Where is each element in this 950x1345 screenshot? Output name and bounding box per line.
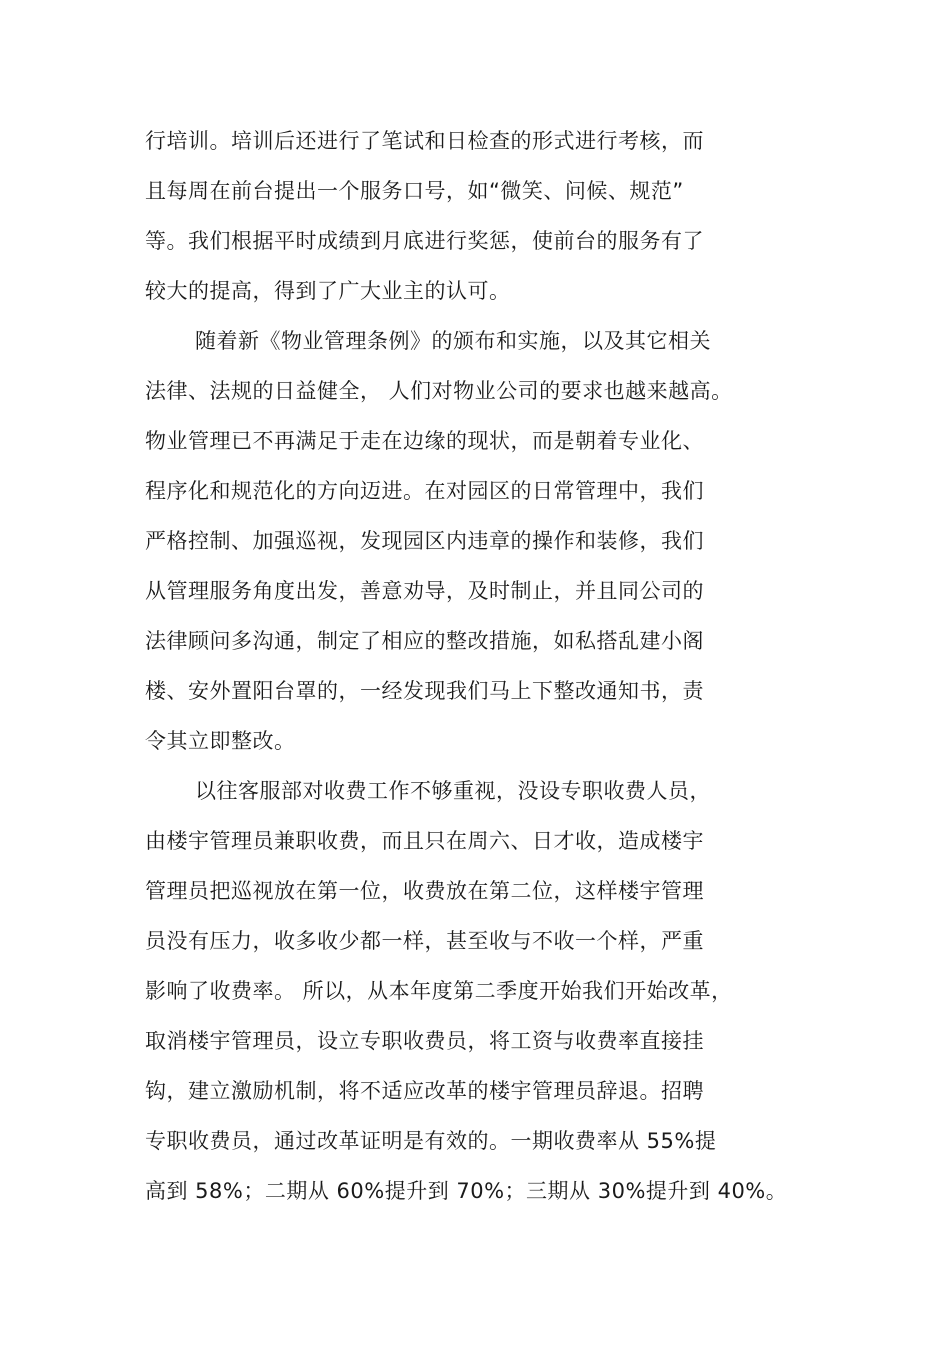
text-line: 行培训。培训后还进行了笔试和日检查的形式进行考核，而 (145, 129, 704, 153)
text-line: 管理员把巡视放在第一位，收费放在第二位，这样楼宇管理 (145, 879, 704, 903)
text-line: 等。我们根据平时成绩到月底进行奖惩，使前台的服务有了 (145, 229, 704, 253)
paragraph-start-line: 随着新《物业管理条例》的颁布和实施，以及其它相关 (195, 329, 711, 353)
text-line: 程序化和规范化的方向迈进。在对园区的日常管理中，我们 (145, 479, 704, 503)
text-line: 由楼宇管理员兼职收费，而且只在周六、日才收，造成楼宇 (145, 829, 704, 853)
text-line: 令其立即整改。 (145, 729, 296, 753)
text-line: 法律、法规的日益健全， 人们对物业公司的要求也越来越高。 (145, 379, 733, 403)
text-line: 且每周在前台提出一个服务口号，如“微笑、问候、规范” (145, 179, 684, 203)
text-line: 专职收费员，通过改革证明是有效的。一期收费率从 55%提 (145, 1129, 717, 1153)
text-line: 员没有压力，收多收少都一样，甚至收与不收一个样，严重 (145, 929, 704, 953)
text-line: 从管理服务角度出发，善意劝导，及时制止，并且同公司的 (145, 579, 704, 603)
text-line: 楼、安外置阳台罩的，一经发现我们马上下整改通知书，责 (145, 679, 704, 703)
text-line: 钩，建立激励机制，将不适应改革的楼宇管理员辞退。招聘 (145, 1079, 704, 1103)
paragraph-start-line: 以往客服部对收费工作不够重视，没设专职收费人员， (195, 779, 711, 803)
text-line: 物业管理已不再满足于走在边缘的现状，而是朝着专业化、 (145, 429, 704, 453)
text-line: 严格控制、加强巡视，发现园区内违章的操作和装修，我们 (145, 529, 704, 553)
text-line: 取消楼宇管理员，设立专职收费员，将工资与收费率直接挂 (145, 1029, 704, 1053)
text-line: 较大的提高，得到了广大业主的认可。 (145, 279, 511, 303)
text-line: 影响了收费率。 所以，从本年度第二季度开始我们开始改革， (145, 979, 733, 1003)
text-line: 高到 58%；二期从 60%提升到 70%；三期从 30%提升到 40%。 (145, 1179, 788, 1203)
text-line: 法律顾问多沟通，制定了相应的整改措施，如私搭乱建小阁 (145, 629, 704, 653)
